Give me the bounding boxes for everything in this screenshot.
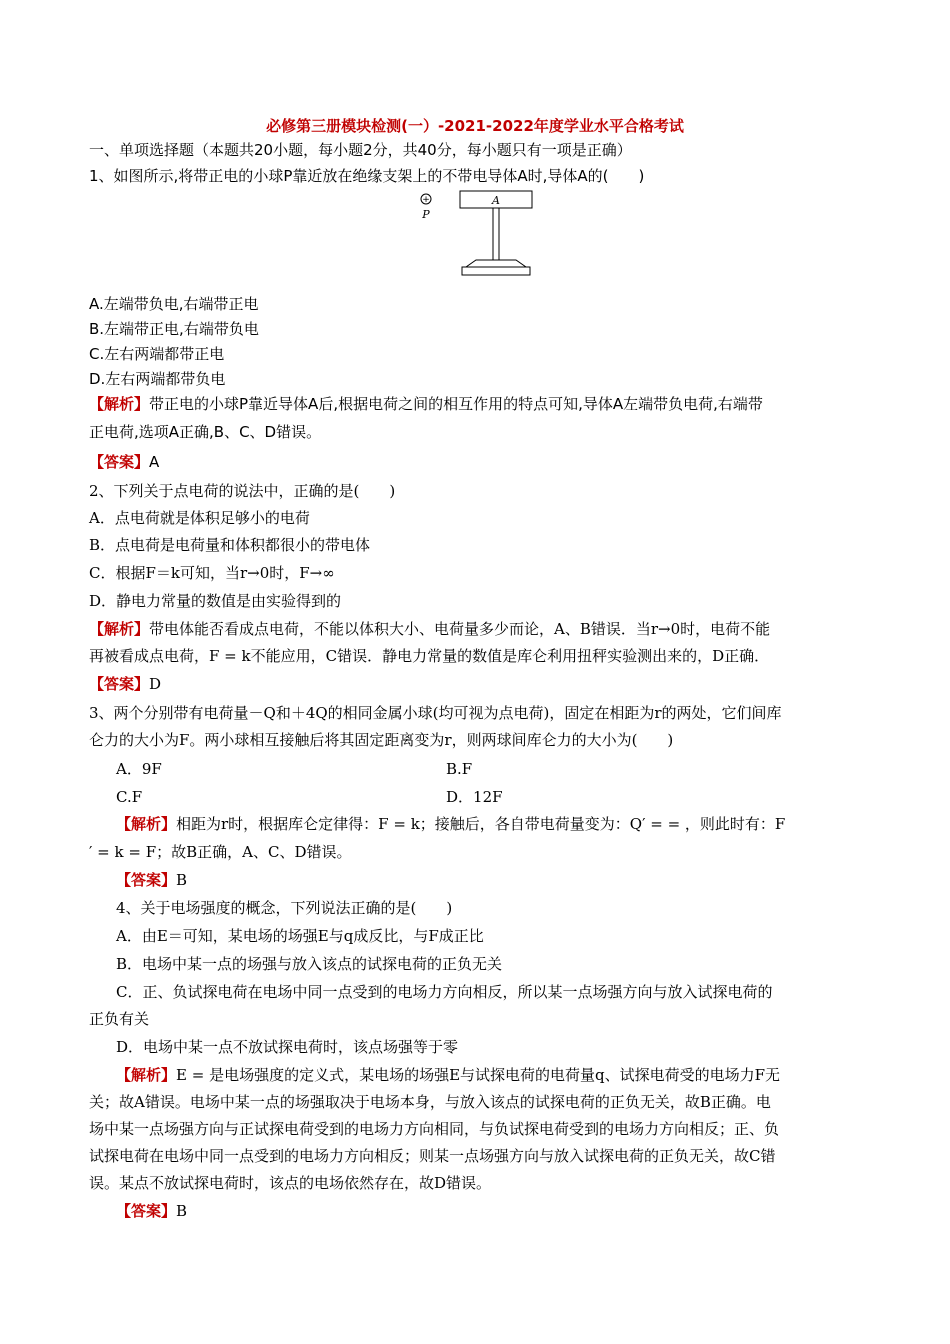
charged-ball-p [421, 194, 431, 221]
q2-answer-value: D [149, 675, 162, 693]
q1-answer [89, 449, 864, 475]
answer-tag: 【答案】 [116, 1202, 177, 1220]
page-title: 必修第三册模块检测(一）-2021-2022年度学业水平合格考试 [266, 117, 684, 135]
q4-analysis-text-5: 误。某点不放试探电荷时，该点的电场依然存在，故D错误。 [89, 1174, 492, 1192]
analysis-tag: 【解析】 [89, 395, 150, 413]
section-heading: 一、单项选择题（本题共20小题，每小题2分，共40分，每小题只有一项是正确） [89, 141, 632, 159]
q1-answer-value: A [149, 453, 160, 471]
q3-option-d: D．12F [446, 788, 503, 806]
q3-answer [116, 867, 864, 893]
q2-option-c: C．根据F＝k可知，当r→0时，F→∞ [89, 564, 335, 582]
q3-answer-value: B [176, 871, 188, 889]
q3-option-b: B.F [446, 760, 473, 778]
q3-analysis [116, 811, 864, 837]
q1-analysis-text-2: 正电荷,选项A正确,B、C、D错误。 [89, 423, 322, 441]
q4-analysis-text-4: 试探电荷在电场中同一点受到的电场力方向相反；则某一点场强方向与放入试探电荷的正负无关，故C错 [89, 1147, 776, 1165]
conductor-a [460, 191, 532, 208]
q4-analysis-text-2: 关；故A错误。电场中某一点的场强取决于电场本身，与放入该点的试探电荷的正负无关，故B正确。电 [89, 1093, 771, 1111]
q1-option-a: A.左端带负电,右端带正电 [89, 295, 259, 313]
q2-option-b: B．点电荷是电荷量和体积都很小的带电体 [89, 536, 371, 554]
q1-option-b: B.左端带正电,右端带负电 [89, 320, 259, 338]
q4-stem: 4、关于电场强度的概念，下列说法正确的是( ) [116, 899, 453, 917]
q4-option-a: A．由E＝可知，某电场的场强E与q成反比，与F成正比 [116, 927, 484, 945]
q4-option-c-2: 正负有关 [89, 1010, 150, 1028]
q4-answer-value: B [176, 1202, 188, 1220]
ball-label: P [422, 208, 430, 221]
q3-analysis-text-2: ′ = k = F；故B正确，A、C、D错误。 [89, 843, 352, 861]
analysis-tag: 【解析】 [116, 815, 177, 833]
q4-option-d: D．电场中某一点不放试探电荷时，该点场强等于零 [116, 1038, 459, 1056]
q3-stem-2: 仑力的大小为F。两小球相互接触后将其固定距离变为r，则两球间库仑力的大小为( ) [89, 731, 674, 749]
conductor-diagram [414, 189, 544, 279]
q3-option-c: C.F [116, 788, 143, 806]
q3-option-a: A．9F [116, 760, 162, 778]
q2-analysis-text-1: 带电体能否看成点电荷，不能以体积大小、电荷量多少而论，A、B错误．当r→0时，电荷不能 [149, 620, 771, 638]
q3-options-row-1 [116, 756, 864, 782]
q1-option-d: D.左右两端都带负电 [89, 370, 226, 388]
q4-analysis-text-3: 场中某一点场强方向与正试探电荷受到的电场力方向相同，与负试探电荷受到的电场力方向相反；正、负 [89, 1120, 780, 1138]
q2-stem: 2、下列关于点电荷的说法中，正确的是( ) [89, 482, 396, 500]
q2-analysis-text-2: 再被看成点电荷，F = k不能应用，C错误．静电力常量的数值是库仑利用扭秤实验测出来的，D正确． [89, 647, 770, 665]
answer-tag: 【答案】 [89, 675, 150, 693]
ball-sign: + [422, 195, 430, 205]
q4-option-b: B．电场中某一点的场强与放入该点的试探电荷的正负无关 [116, 955, 503, 973]
q3-stem-1: 3、两个分别带有电荷量－Q和＋4Q的相同金属小球(均可视为点电荷)，固定在相距为r的两处，它们间库 [89, 704, 782, 722]
q2-option-a: A．点电荷就是体积足够小的电荷 [89, 509, 310, 527]
q2-analysis [89, 616, 864, 642]
conductor-label: A [492, 194, 500, 207]
q1-analysis [89, 391, 864, 417]
analysis-tag: 【解析】 [89, 620, 150, 638]
q2-answer [89, 671, 864, 697]
answer-tag: 【答案】 [116, 871, 177, 889]
analysis-tag: 【解析】 [116, 1066, 177, 1084]
q3-analysis-text-1: 相距为r时，根据库仑定律得：F = k；接触后，各自带电荷量变为：Q′ = = ，则此时有：F [176, 815, 786, 833]
q2-option-d: D．静电力常量的数值是由实验得到的 [89, 592, 342, 610]
q3-options-row-2 [116, 784, 864, 810]
q4-option-c-1: C．正、负试探电荷在电场中同一点受到的电场力方向相反，所以某一点场强方向与放入试探电荷的 [116, 983, 773, 1001]
q1-stem: 1、如图所示,将带正电的小球P靠近放在绝缘支架上的不带电导体A时,导体A的( ) [89, 167, 645, 185]
q4-analysis-text-1: E = 是电场强度的定义式，某电场的场强E与试探电荷的电荷量q、试探电荷受的电场力F无 [176, 1066, 781, 1084]
q4-analysis [116, 1062, 864, 1088]
q4-answer [116, 1198, 864, 1224]
insulating-stand [462, 208, 530, 275]
answer-tag: 【答案】 [89, 453, 150, 471]
q1-option-c: C.左右两端都带正电 [89, 345, 225, 363]
q1-analysis-text-1: 带正电的小球P靠近导体A后,根据电荷之间的相互作用的特点可知,导体A左端带负电荷,右端带 [149, 395, 763, 413]
